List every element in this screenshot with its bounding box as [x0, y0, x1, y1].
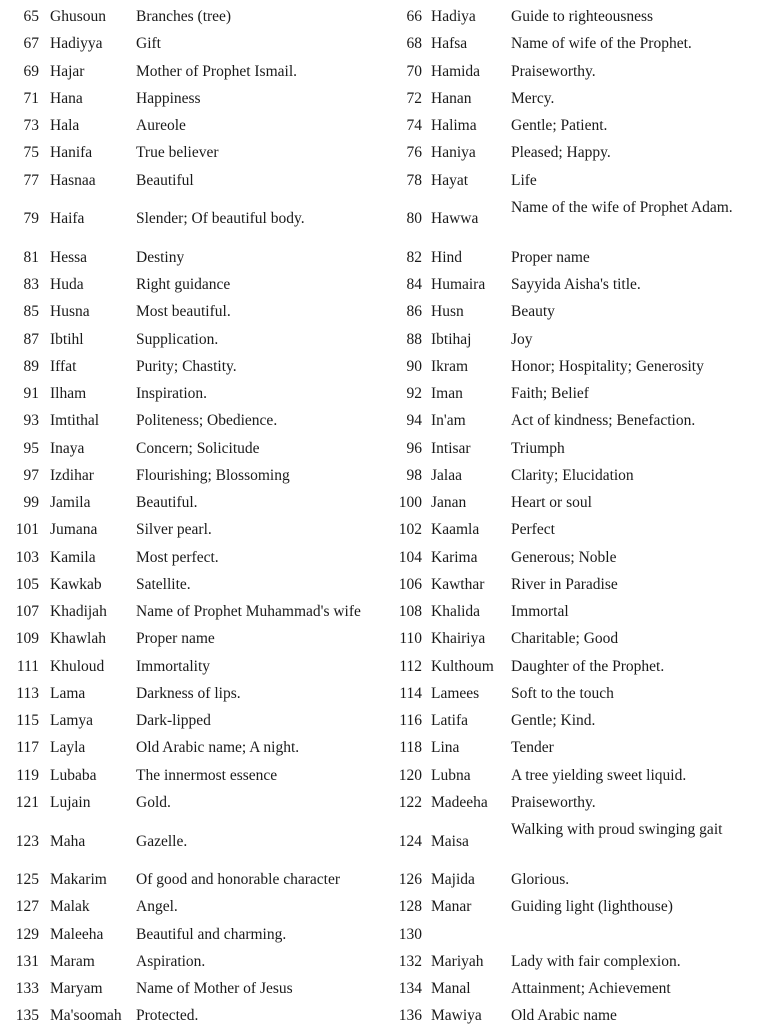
entry-number: 98 — [406, 466, 422, 484]
entry-number: 65 — [23, 8, 39, 25]
entry-meaning: Act of kindness; Benefaction. — [511, 412, 696, 430]
entry-number: 116 — [399, 712, 422, 729]
entry-meaning: Mother of Prophet Ismail. — [136, 62, 298, 80]
entry-name: Khawlah — [50, 630, 106, 648]
entry-number: 92 — [406, 385, 422, 402]
entry-number: 82 — [406, 248, 422, 266]
name-row — [0, 953, 768, 970]
entry-meaning: Protected. — [136, 1007, 199, 1024]
name-row — [0, 794, 768, 811]
entry-meaning: Supplication. — [136, 330, 219, 348]
entry-meaning: Dark-lipped — [136, 712, 211, 729]
entry-number: 99 — [23, 494, 39, 511]
entry-number: 76 — [406, 144, 422, 162]
entry-number: 110 — [399, 630, 422, 648]
entry-number: 71 — [23, 89, 39, 107]
entry-meaning: Praiseworthy. — [511, 793, 596, 811]
entry-number: 78 — [406, 171, 422, 189]
entry-meaning: Daughter of the Prophet. — [511, 657, 665, 675]
entry-number: 121 — [15, 793, 39, 811]
entry-name: Hafsa — [431, 35, 468, 53]
entry-meaning: Satellite. — [136, 575, 191, 593]
entry-number: 123 — [15, 832, 39, 850]
entry-meaning: Lady with fair complexion. — [511, 952, 681, 970]
entry-number: 117 — [16, 739, 39, 757]
entry-number: 104 — [398, 548, 422, 566]
entry-meaning: Immortality — [136, 657, 211, 675]
entry-number: 96 — [406, 439, 422, 457]
name-row — [0, 117, 768, 134]
entry-number: 100 — [398, 494, 422, 511]
entry-name: Jumana — [50, 521, 98, 539]
entry-meaning: Mercy. — [511, 89, 555, 107]
entry-number: 87 — [23, 330, 39, 348]
entry-number: 68 — [406, 35, 422, 53]
entry-meaning: Happiness — [136, 89, 201, 107]
name-row — [0, 821, 768, 861]
entry-meaning: Proper name — [511, 248, 590, 266]
name-row — [0, 331, 768, 348]
entry-number: 109 — [15, 630, 39, 648]
entry-number: 127 — [15, 898, 39, 916]
entry-meaning: Walking with proud swinging gait — [511, 821, 723, 838]
entry-name: Hajar — [50, 62, 85, 80]
entry-meaning: Praiseworthy. — [511, 62, 596, 80]
entry-name: Inaya — [50, 439, 85, 457]
entry-meaning: Proper name — [136, 630, 215, 648]
entry-name: Hayat — [431, 171, 469, 189]
entry-number: 125 — [15, 871, 39, 888]
entry-meaning: Sayyida Aisha's title. — [511, 276, 641, 293]
name-row — [0, 494, 768, 511]
entry-number: 91 — [23, 385, 39, 402]
entry-name: Ghusoun — [50, 8, 106, 25]
entry-number: 130 — [398, 925, 422, 943]
entry-number: 95 — [23, 439, 39, 457]
entry-name: Iffat — [50, 357, 77, 375]
entry-name: Hawwa — [431, 210, 479, 228]
entry-name: Husn — [431, 303, 464, 321]
entry-number: 126 — [398, 871, 422, 888]
entry-number: 129 — [15, 925, 39, 943]
entry-meaning: Attainment; Achievement — [511, 980, 671, 997]
entry-number: 90 — [406, 357, 422, 375]
name-row — [0, 871, 768, 888]
entry-name: Ilham — [50, 385, 87, 402]
entry-number: 81 — [23, 248, 39, 266]
name-row — [0, 412, 768, 429]
name-row — [0, 276, 768, 293]
entry-meaning: Tender — [511, 739, 554, 757]
entry-name: Jamila — [50, 494, 91, 511]
name-row — [0, 521, 768, 538]
entry-name: Karima — [431, 548, 478, 566]
entry-meaning: Of good and honorable character — [136, 871, 340, 888]
entry-meaning: Beautiful. — [136, 494, 198, 511]
entry-meaning: Gift — [136, 35, 161, 53]
entry-meaning: Clarity; Elucidation — [511, 466, 634, 484]
entry-name: Lamees — [431, 684, 480, 702]
entry-name: Hadiya — [431, 8, 476, 25]
entry-name: Lamya — [50, 712, 94, 729]
entry-number: 136 — [398, 1007, 422, 1024]
entry-name: Huda — [50, 276, 84, 293]
entry-meaning: Charitable; Good — [511, 630, 619, 648]
entry-name: Kulthoum — [431, 657, 494, 675]
entry-number: 133 — [15, 980, 39, 997]
entry-meaning: Gentle; Kind. — [511, 712, 596, 729]
entry-meaning: Beautiful — [136, 171, 194, 189]
entry-meaning: Right guidance — [136, 276, 231, 293]
entry-name: Khadijah — [50, 603, 107, 620]
entry-meaning: Aspiration. — [136, 952, 206, 970]
entry-name: Lubna — [431, 766, 471, 784]
name-row — [0, 603, 768, 620]
entry-meaning: Inspiration. — [136, 385, 208, 402]
entry-meaning: Branches (tree) — [136, 8, 232, 25]
entry-number: 119 — [16, 766, 39, 784]
entry-meaning: Name of wife of the Prophet. — [511, 35, 692, 53]
entry-number: 85 — [23, 303, 39, 321]
entry-meaning: Glorious. — [511, 871, 570, 888]
entry-name: Kawkab — [50, 575, 102, 593]
name-row — [0, 385, 768, 402]
entry-meaning: Beautiful and charming. — [136, 925, 287, 943]
entry-number: 112 — [399, 657, 422, 675]
entry-number: 66 — [406, 8, 422, 25]
entry-meaning: Aureole — [136, 117, 186, 134]
entry-number: 97 — [23, 466, 39, 484]
entry-number: 111 — [16, 657, 39, 675]
entry-name: Makarim — [50, 871, 107, 888]
entry-meaning: Flourishing; Blossoming — [136, 466, 290, 484]
entry-name: Haniya — [431, 144, 476, 162]
entry-name: Husna — [50, 303, 90, 321]
entry-name: Maisa — [431, 832, 469, 850]
entry-number: 77 — [23, 171, 39, 189]
entry-name: Kaamla — [431, 521, 480, 539]
entry-number: 115 — [16, 712, 39, 729]
entry-name: Kamila — [50, 548, 96, 566]
name-row — [0, 8, 768, 25]
entry-meaning: Most beautiful. — [136, 303, 231, 321]
entry-meaning: Politeness; Obedience. — [136, 412, 278, 430]
entry-meaning: Name of Prophet Muhammad's wife — [136, 603, 361, 620]
entry-name: Haifa — [50, 210, 85, 228]
entry-name: Ibtihaj — [431, 330, 472, 348]
entry-number: 128 — [398, 898, 422, 916]
name-row — [0, 144, 768, 161]
entry-meaning: Triumph — [511, 439, 565, 457]
entry-meaning: A tree yielding sweet liquid. — [511, 766, 687, 784]
entry-number: 86 — [406, 303, 422, 321]
entry-number: 120 — [398, 766, 422, 784]
entry-meaning: Soft to the touch — [511, 684, 614, 702]
entry-name: Hala — [50, 117, 80, 134]
entry-name: Maha — [50, 832, 86, 850]
entry-name: Jalaa — [431, 466, 462, 484]
entry-name: Mariyah — [431, 952, 484, 970]
entry-meaning: Faith; Belief — [511, 385, 589, 402]
entry-meaning: Perfect — [511, 521, 555, 539]
entry-meaning: Old Arabic name; A night. — [136, 739, 300, 757]
name-row — [0, 630, 768, 647]
entry-meaning: Angel. — [136, 898, 178, 916]
entry-number: 135 — [15, 1007, 39, 1024]
name-row — [0, 685, 768, 702]
entry-name: Izdihar — [50, 466, 94, 484]
entry-meaning: Concern; Solicitude — [136, 439, 260, 457]
name-row — [0, 576, 768, 593]
entry-meaning: River in Paradise — [511, 575, 618, 593]
entry-number: 67 — [23, 35, 39, 53]
entry-name: Janan — [431, 494, 467, 511]
entry-name: Kawthar — [431, 575, 485, 593]
entry-number: 107 — [15, 603, 39, 620]
entry-name: Hadiyya — [50, 35, 103, 53]
name-row — [0, 898, 768, 915]
entry-name: Lama — [50, 684, 86, 702]
name-row — [0, 926, 768, 943]
entry-name: Khalida — [431, 603, 481, 620]
entry-number: 88 — [406, 330, 422, 348]
name-row — [0, 980, 768, 997]
entry-number: 102 — [398, 521, 422, 539]
entry-name: In'am — [431, 412, 466, 430]
name-row — [0, 63, 768, 80]
entry-number: 134 — [398, 980, 422, 997]
entry-number: 80 — [406, 210, 422, 228]
name-row — [0, 1007, 768, 1024]
entry-name: Humaira — [431, 276, 486, 293]
entry-name: Hamida — [431, 62, 481, 80]
entry-number: 101 — [15, 521, 39, 539]
entry-number: 75 — [23, 144, 39, 162]
entry-name: Layla — [50, 739, 86, 757]
entry-number: 69 — [23, 62, 39, 80]
entry-meaning: Destiny — [136, 248, 185, 266]
entry-name: Hanan — [431, 89, 472, 107]
entry-meaning: Gazelle. — [136, 832, 188, 850]
entry-name: Malak — [50, 898, 90, 916]
name-row — [0, 90, 768, 107]
entry-number: 118 — [399, 739, 422, 757]
entry-number: 132 — [398, 952, 422, 970]
entry-meaning: Gentle; Patient. — [511, 117, 608, 134]
entry-name: Ibtihl — [50, 330, 84, 348]
entry-name: Hasnaa — [50, 171, 96, 189]
entry-name: Lujain — [50, 793, 91, 811]
entry-number: 83 — [23, 276, 39, 293]
entry-name: Hana — [50, 89, 83, 107]
entry-number: 106 — [398, 575, 422, 593]
entry-number: 72 — [406, 89, 422, 107]
entry-name: Latifa — [431, 712, 469, 729]
name-row — [0, 712, 768, 729]
entry-meaning: Old Arabic name — [511, 1007, 617, 1024]
entry-meaning: Guiding light (lighthouse) — [511, 898, 673, 916]
entry-number: 89 — [23, 357, 39, 375]
entry-name: Imtithal — [50, 412, 100, 430]
entry-number: 105 — [15, 575, 39, 593]
entry-meaning: Guide to righteousness — [511, 8, 654, 25]
name-row — [0, 199, 768, 239]
name-row — [0, 440, 768, 457]
entry-number: 93 — [23, 412, 39, 430]
entry-name: Ma'soomah — [50, 1007, 122, 1024]
entry-meaning: Darkness of lips. — [136, 684, 241, 702]
entry-name: Ikram — [431, 357, 469, 375]
name-row — [0, 172, 768, 189]
entry-number: 73 — [23, 117, 39, 134]
entry-meaning: Immortal — [511, 603, 569, 620]
entry-name: Hind — [431, 248, 462, 266]
entry-meaning: Silver pearl. — [136, 521, 212, 539]
entry-name: Majida — [431, 871, 475, 888]
entry-meaning: Gold. — [136, 793, 171, 811]
entry-meaning: Most perfect. — [136, 548, 219, 566]
name-row — [0, 739, 768, 756]
entry-name: Halima — [431, 117, 477, 134]
entry-name: Lubaba — [50, 766, 97, 784]
entry-name: Madeeha — [431, 793, 488, 811]
entry-name: Maleeha — [50, 925, 104, 943]
name-row — [0, 549, 768, 566]
entry-name: Hessa — [50, 248, 88, 266]
entry-number: 131 — [15, 952, 39, 970]
entry-meaning: Pleased; Happy. — [511, 144, 611, 162]
name-row — [0, 767, 768, 784]
name-row — [0, 358, 768, 375]
name-row — [0, 249, 768, 266]
entry-meaning: True believer — [136, 144, 219, 162]
entry-number: 84 — [406, 276, 422, 293]
entry-number: 79 — [23, 210, 39, 228]
entry-number: 103 — [15, 548, 39, 566]
entry-name: Khairiya — [431, 630, 486, 648]
entry-meaning: Purity; Chastity. — [136, 357, 237, 375]
entry-meaning: Name of Mother of Jesus — [136, 980, 293, 997]
entry-name: Lina — [431, 739, 460, 757]
name-row — [0, 467, 768, 484]
name-row — [0, 658, 768, 675]
entry-name: Manar — [431, 898, 472, 916]
entry-number: 124 — [398, 832, 422, 850]
entry-name: Mawiya — [431, 1007, 482, 1024]
entry-number: 114 — [399, 684, 422, 702]
entry-meaning: Heart or soul — [511, 494, 592, 511]
entry-meaning: Beauty — [511, 303, 555, 321]
entry-meaning: Life — [511, 171, 537, 189]
entry-number: 122 — [398, 793, 422, 811]
entry-meaning: Honor; Hospitality; Generosity — [511, 357, 704, 375]
name-row — [0, 35, 768, 52]
entry-name: Khuloud — [50, 657, 105, 675]
entry-name: Intisar — [431, 439, 471, 457]
entry-name: Maram — [50, 952, 95, 970]
entry-number: 94 — [406, 412, 422, 430]
entry-name: Iman — [431, 385, 463, 402]
entry-meaning: The innermost essence — [136, 766, 278, 784]
entry-meaning: Slender; Of beautiful body. — [136, 210, 305, 228]
entry-number: 70 — [406, 62, 422, 80]
name-row — [0, 303, 768, 320]
entry-meaning: Name of the wife of Prophet Adam. — [511, 198, 733, 216]
entry-name: Maryam — [50, 980, 103, 997]
entry-name: Hanifa — [50, 144, 93, 162]
entry-number: 108 — [398, 603, 422, 620]
entry-number: 74 — [406, 117, 422, 134]
entry-meaning: Generous; Noble — [511, 548, 617, 566]
entry-name: Manal — [431, 980, 471, 997]
entry-meaning: Joy — [511, 330, 533, 348]
entry-number: 113 — [16, 684, 39, 702]
